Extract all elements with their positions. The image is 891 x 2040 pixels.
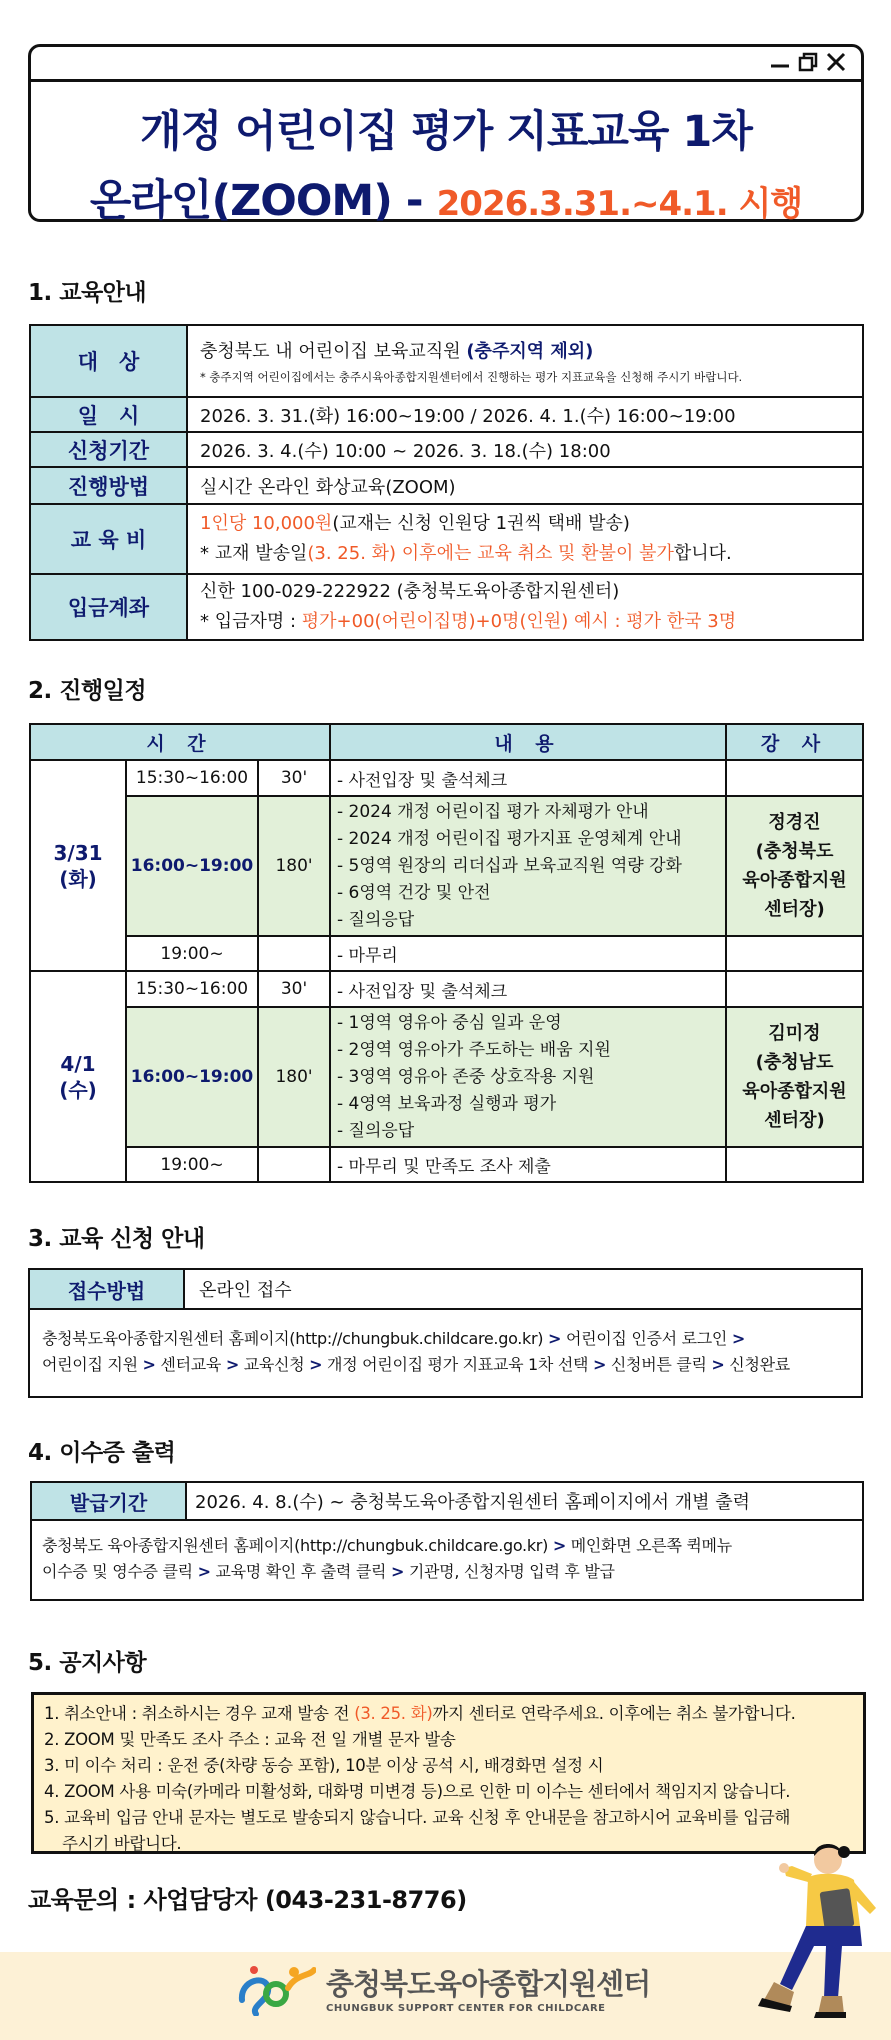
lecturer-org: (충청북도 — [755, 841, 834, 862]
contact-info: 교육문의 : 사업담당자 (043-231-8776) — [28, 1886, 467, 1914]
day1-r3-time: 19:00~ — [126, 936, 258, 971]
day2-lecturer — [726, 1007, 863, 1147]
step-text: 메인화면 오른쪽 퀵메뉴 — [565, 1536, 732, 1555]
day1-r3-lecturer — [726, 936, 863, 971]
step-arrow: > — [731, 1329, 745, 1348]
homepage-link[interactable]: 충청북도육아종합지원센터 홈페이지(http://chungbuk.childcare.go.kr) — [42, 1329, 544, 1348]
window-titlebar — [31, 47, 861, 82]
day2-r2-min: 180' — [258, 1007, 330, 1147]
target-value: 충청북도 내 어린이집 보육교직원 — [200, 341, 467, 362]
day1-r1-content: - 사전입장 및 출석체크 — [330, 760, 726, 796]
fee-policy-a: * 교재 발송일 — [200, 543, 308, 564]
col-time: 시 간 — [30, 724, 330, 760]
day1-r1-time: 15:30~16:00 — [126, 760, 258, 796]
lecturer-role: 센터장) — [764, 899, 825, 920]
window-controls — [769, 51, 847, 73]
section2-title: 2. 진행일정 — [28, 678, 147, 704]
day2-r1-min: 30' — [258, 971, 330, 1007]
fee-label: 교 육 비 — [30, 504, 187, 574]
lecturer-org: 육아종합지원 — [742, 870, 847, 891]
day2-date-value: 4/1 — [60, 1051, 96, 1076]
day2-r2-content — [330, 1007, 726, 1147]
day1-r2-time: 16:00~19:00 — [126, 796, 258, 936]
step-text: 센터교육 — [155, 1355, 226, 1374]
list-item: - 6영역 건강 및 안전 — [337, 882, 491, 903]
day1-date-value: 3/31 — [53, 840, 103, 865]
application-label: 접수방법 — [30, 1270, 185, 1308]
account-label: 입금계좌 — [30, 574, 187, 640]
list-item: - 질의응답 — [337, 1120, 415, 1141]
homepage-link[interactable]: 충청북도 육아종합지원센터 홈페이지(http://chungbuk.childcare.go.kr) — [42, 1536, 553, 1555]
date-label: 일 시 — [30, 397, 187, 432]
notice-item: 4. ZOOM 사용 미숙(카메라 미활성화, 대화명 미변경 등)으로 인한 미 이수는 센터에서 책임지지 않습니다. — [44, 1782, 791, 1801]
notice-box — [31, 1692, 866, 1854]
notice-item: 주시기 바랍니다. — [62, 1834, 182, 1853]
table-row — [30, 760, 863, 796]
step-arrow: > — [711, 1355, 725, 1374]
day2-r3-time: 19:00~ — [126, 1147, 258, 1182]
day1-r1-lecturer — [726, 760, 863, 796]
day2-weekday: (수) — [59, 1077, 97, 1102]
depositor-format: 평가+00(어린이집명)+0명(인원) 예시 : 평가 한국 3명 — [301, 611, 737, 632]
step-text: 어린이집 지원 — [42, 1355, 143, 1374]
step-text: 어린이집 인증서 로그인 — [561, 1329, 732, 1348]
step-arrow: > — [390, 1562, 405, 1581]
application-box — [28, 1268, 863, 1398]
day2-r3-content: - 마무리 및 만족도 조사 제출 — [330, 1147, 726, 1182]
notice-deadline: (3. 25. 화) — [354, 1704, 433, 1723]
day1-r2-content — [330, 796, 726, 936]
lecturer-org: (충청남도 — [755, 1052, 834, 1073]
notice-item: 3. 미 이수 처리 : 운전 중(차량 동승 포함), 10분 이상 공석 시, 배경화면 설정 시 — [44, 1756, 604, 1775]
day1-r1-min: 30' — [258, 760, 330, 796]
step-arrow: > — [552, 1536, 566, 1555]
close-icon[interactable] — [825, 51, 847, 73]
day2-r2-time: 16:00~19:00 — [126, 1007, 258, 1147]
section4-title: 4. 이수증 출력 — [28, 1440, 176, 1466]
table-row — [30, 971, 863, 1007]
restore-icon[interactable] — [797, 51, 819, 73]
lecturer-org: 육아종합지원 — [742, 1081, 847, 1102]
subtitle-dates: 2026.3.31.~4.1. 시행 — [436, 184, 803, 224]
section1-title: 1. 교육안내 — [28, 280, 147, 306]
day2-date — [30, 971, 126, 1182]
day1-r3-min — [258, 936, 330, 971]
subtitle-format: 온라인(ZOOM) - — [89, 176, 437, 226]
target-label: 대 상 — [30, 325, 187, 397]
table-row — [30, 1147, 863, 1182]
day2-r1-lecturer — [726, 971, 863, 1007]
col-content: 내 용 — [330, 724, 726, 760]
day2-r1-time: 15:30~16:00 — [126, 971, 258, 1007]
section5-title: 5. 공지사항 — [28, 1650, 147, 1676]
step-text: 이수증 및 영수증 클릭 — [42, 1562, 198, 1581]
day1-date — [30, 760, 126, 971]
section3-title: 3. 교육 신청 안내 — [28, 1226, 205, 1252]
step-arrow: > — [197, 1562, 211, 1581]
fee-policy-em: (3. 25. 화) 이후에는 교육 취소 및 환불이 불가 — [307, 543, 674, 564]
fee-note: (교재는 신청 인원당 1권씩 택배 발송) — [332, 513, 630, 534]
date-value: 2026. 3. 31.(화) 16:00~19:00 / 2026. 4. 1.(수) 16:00~19:00 — [187, 397, 863, 432]
list-item: - 4영역 보육과정 실행과 평가 — [337, 1093, 557, 1114]
lecturer-name: 정경진 — [768, 812, 821, 833]
step-text: 교육명 확인 후 출력 클릭 — [210, 1562, 391, 1581]
notice-item — [44, 1701, 853, 1727]
list-item: - 2024 개정 어린이집 평가 자체평가 안내 — [337, 801, 649, 822]
day2-r1-content: - 사전입장 및 출석체크 — [330, 971, 726, 1007]
org-name-en: CHUNGBUK SUPPORT CENTER FOR CHILDCARE — [326, 2003, 606, 2014]
step-text: 기관명, 신청자명 입력 후 발급 — [404, 1562, 615, 1581]
step-text: 교육신청 — [238, 1355, 310, 1374]
minimize-icon[interactable] — [769, 51, 791, 73]
certificate-box — [30, 1481, 864, 1601]
list-item: - 5영역 원장의 리더십과 보육교직원 역량 강화 — [337, 855, 682, 876]
table-row — [30, 796, 863, 936]
schedule-table — [29, 723, 864, 1183]
notice-text: 1. 취소안내 : 취소하시는 경우 교재 발송 전 — [44, 1704, 355, 1723]
method-value: 실시간 온라인 화상교육(ZOOM) — [187, 467, 863, 504]
day1-lecturer — [726, 796, 863, 936]
day1-r2-min: 180' — [258, 796, 330, 936]
account-cell — [187, 574, 863, 640]
page-title: 개정 어린이집 평가 지표교육 1차 — [140, 107, 752, 157]
target-cell — [187, 325, 863, 397]
fee-policy-b: 합니다. — [673, 543, 732, 564]
list-item: - 1영역 영유아 중심 일과 운영 — [337, 1012, 562, 1033]
step-text: 신청완료 — [724, 1355, 790, 1374]
target-note: * 충주지역 어린이집에서는 충주시육아종합지원센터에서 진행하는 평가 지표교육을 신청해 주시기 바랍니다. — [200, 370, 743, 384]
list-item: - 3영역 영유아 존중 상호작용 지원 — [337, 1066, 595, 1087]
step-text: 개정 어린이집 평가 지표교육 1차 선택 — [322, 1355, 593, 1374]
day2-r3-min — [258, 1147, 330, 1182]
step-arrow: > — [548, 1329, 562, 1348]
step-arrow: > — [142, 1355, 156, 1374]
step-arrow: > — [309, 1355, 323, 1374]
list-item: - 질의응답 — [337, 909, 415, 930]
fee-amount: 1인당 10,000원 — [200, 513, 333, 534]
education-info-table — [29, 324, 864, 641]
list-item: - 2024 개정 어린이집 평가지표 운영체계 안내 — [337, 828, 682, 849]
certificate-steps — [32, 1521, 862, 1585]
page-subtitle — [31, 167, 861, 228]
period-value: 2026. 3. 4.(수) 10:00 ~ 2026. 3. 18.(수) 18:00 — [187, 432, 863, 467]
depositor-label: * 입금자명 : — [200, 611, 302, 632]
period-label: 신청기간 — [30, 432, 187, 467]
certificate-value: 2026. 4. 8.(수) ~ 충청북도육아종합지원센터 홈페이지에서 개별 출력 — [195, 1492, 750, 1513]
day1-r3-content: - 마무리 — [330, 936, 726, 971]
notice-text: 까지 센터로 연락주세요. 이후에는 취소 불가합니다. — [432, 1704, 796, 1723]
day1-weekday: (화) — [59, 866, 97, 891]
fee-cell — [187, 504, 863, 574]
account-number: 신한 100-029-222922 (충청북도육아종합지원센터) — [200, 581, 620, 602]
step-arrow: > — [592, 1355, 607, 1374]
col-lecturer: 강 사 — [726, 724, 863, 760]
certificate-label: 발급기간 — [32, 1483, 187, 1519]
table-row — [30, 1007, 863, 1147]
day2-r3-lecturer — [726, 1147, 863, 1182]
lecturer-role: 센터장) — [764, 1110, 825, 1131]
application-value: 온라인 접수 — [199, 1280, 292, 1301]
table-row — [30, 936, 863, 971]
list-item: - 2영역 영유아가 주도하는 배움 지원 — [337, 1039, 611, 1060]
org-logo — [236, 1960, 650, 2016]
title-window — [28, 44, 864, 226]
lecturer-name: 김미정 — [768, 1023, 821, 1044]
notice-item: 5. 교육비 입금 안내 문자는 별도로 발송되지 않습니다. 교육 신청 후 안내문을 참고하시어 교육비를 입금해 — [44, 1808, 791, 1827]
org-name: 충청북도육아종합지원센터 — [326, 1967, 651, 2001]
notice-item: 2. ZOOM 및 만족도 조사 주소 : 교육 전 일 개별 문자 발송 — [44, 1730, 456, 1749]
teacher-illustration — [744, 1830, 884, 2030]
step-text: 신청버튼 클릭 — [606, 1355, 712, 1374]
application-steps — [30, 1310, 861, 1378]
method-label: 진행방법 — [30, 467, 187, 504]
step-arrow: > — [225, 1355, 239, 1374]
target-exclusion: (충주지역 제외) — [466, 341, 594, 362]
logo-icon — [236, 1960, 316, 2016]
